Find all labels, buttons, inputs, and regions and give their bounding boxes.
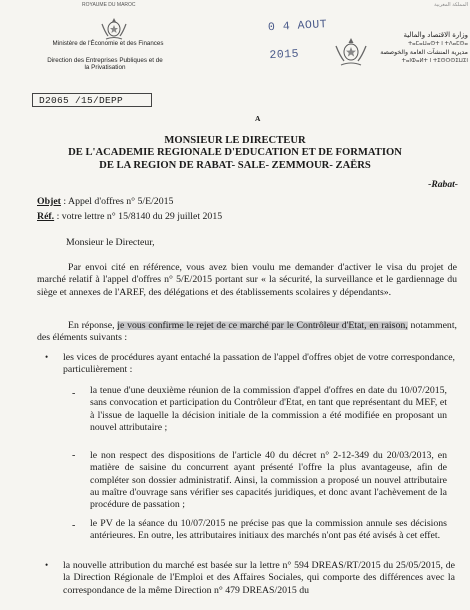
ministry-name: Ministère de l'Économie et des Finances: [52, 40, 164, 47]
dash-icon: -: [72, 520, 76, 531]
reference-line: [37, 211, 222, 222]
addressee-line: DE L'ACADEMIE REGIONALE D'EDUCATION ET DE FORMATION: [68, 147, 402, 159]
bullet-new-attribution: la nouvelle attribution du marché est basée sur la lettre n° 594 DREAS/RT/2015 du 25/05/2015, de la Direction Régionale de l'Emploi et des Affaires Sociales, qui comporte des différences avec la correspondance de la même Direction n° 479 DREAS/2015 du: [63, 560, 455, 596]
addressee-prefix: A: [255, 114, 261, 123]
reference-label: Réf.: [37, 211, 55, 222]
bullet-dot-icon: •: [45, 352, 49, 362]
coat-of-arms-left-icon: [98, 14, 130, 42]
response-tail: notamment, des éléments suivants :: [37, 320, 457, 344]
dash-icon: -: [72, 450, 76, 461]
addressee-block: [0, 135, 470, 172]
addressee-line: MONSIEUR LE DIRECTEUR: [164, 135, 306, 146]
highlighted-text: je vous confirme le rejet de ce marché par le Contrôleur d'Etat, en raison,: [117, 320, 408, 331]
arabic-direction: مديرية المنشآت العامة والخوصصة: [380, 49, 468, 56]
date-stamp: 0 4 AOUT 2015: [267, 18, 328, 63]
tifinagh-ministry: ⵜⴰⵎⴰⵡⴰⵙⵜ ⵏ ⵜⴷⴰⵎⵙⴰ: [407, 41, 468, 47]
kingdom-label: ROYAUME DU MAROC: [82, 2, 136, 8]
direction-name: Direction des Entreprises Publiques et de la Privatisation: [47, 57, 163, 71]
tifinagh-direction: ⵜⴰⵏⵀⴰⵍⵜ ⵏ ⵜⵉⵙⵔⵙⵉⵡⵉⵏ: [401, 58, 468, 64]
paragraph-response: [37, 320, 457, 345]
sub-bullet-second-meeting: la tenue d'une deuxième réunion de la commission d'appel d'offres en date du 10/07/2015, sans convocation et participation du Contrôleur d'Etat, en tant que représentant du MEF, et à l'issue de laquelle la décision initiale de la commission a été modifiée en proposant un nouvel attributaire ;: [90, 385, 447, 433]
subject-text: : Appel d'offres n° 5/E/2015: [60, 196, 174, 207]
bullet-procedure-defects: les vices de procédures ayant entaché la passation de l'appel d'offres objet de votre correspondance, particulièrement :: [63, 352, 455, 376]
paragraph-intro: Par envoi cité en référence, vous avez bien voulu me demander d'activer le visa du projet de marché relatif à l'appel d'offres n° 5/E/2015 portant sur « la sécurité, la surveillance et le gardiennage du siège et annexes de l'AREF, des délégations et des établissements scolaires y dépendants».: [37, 262, 457, 298]
addressee-line: DE LA REGION DE RABAT- SALE- ZEMMOUR- ZAËRS: [99, 159, 371, 171]
arabic-ministry: وزارة الاقتصاد والمالية: [403, 31, 468, 39]
bullet-dot-icon: •: [45, 560, 49, 570]
subject-line: [37, 196, 173, 207]
arabic-kingdom-label: المملكة المغربية: [434, 2, 468, 8]
city-label: -Rabat-: [428, 179, 458, 190]
reference-stamp: D2065 /15/DEPP: [32, 93, 152, 107]
subject-label: Objet: [37, 196, 61, 207]
sub-bullet-article-40: le non respect des dispositions de l'article 40 du décret n° 2-12-349 du 20/03/2013, en matière de saisine du concurrent ayant présenté l'offre la plus avantageuse, afin de compléter son dossier administratif. Ainsi, la commission a proposé un nouvel attributaire au maître d'ouvrage sans vérifier ses capacités juridiques, et donc avant l'achèvement de la procédure de passation ;: [90, 450, 447, 511]
dash-icon: -: [72, 388, 76, 399]
sub-bullet-pv-session: le PV de la séance du 10/07/2015 ne précise pas que la commission annule ses décisions antérieures. En outre, les attributaires initiaux des marchés n'ont pas été avisés à cet effet.: [90, 518, 447, 542]
arabic-header-block: [380, 30, 468, 65]
reference-text: : votre lettre n° 15/8140 du 29 juillet 2015: [54, 211, 223, 222]
salutation: Monsieur le Directeur,: [66, 237, 155, 248]
coat-of-arms-right-icon: [331, 34, 371, 68]
response-lead: En réponse,: [68, 320, 118, 331]
